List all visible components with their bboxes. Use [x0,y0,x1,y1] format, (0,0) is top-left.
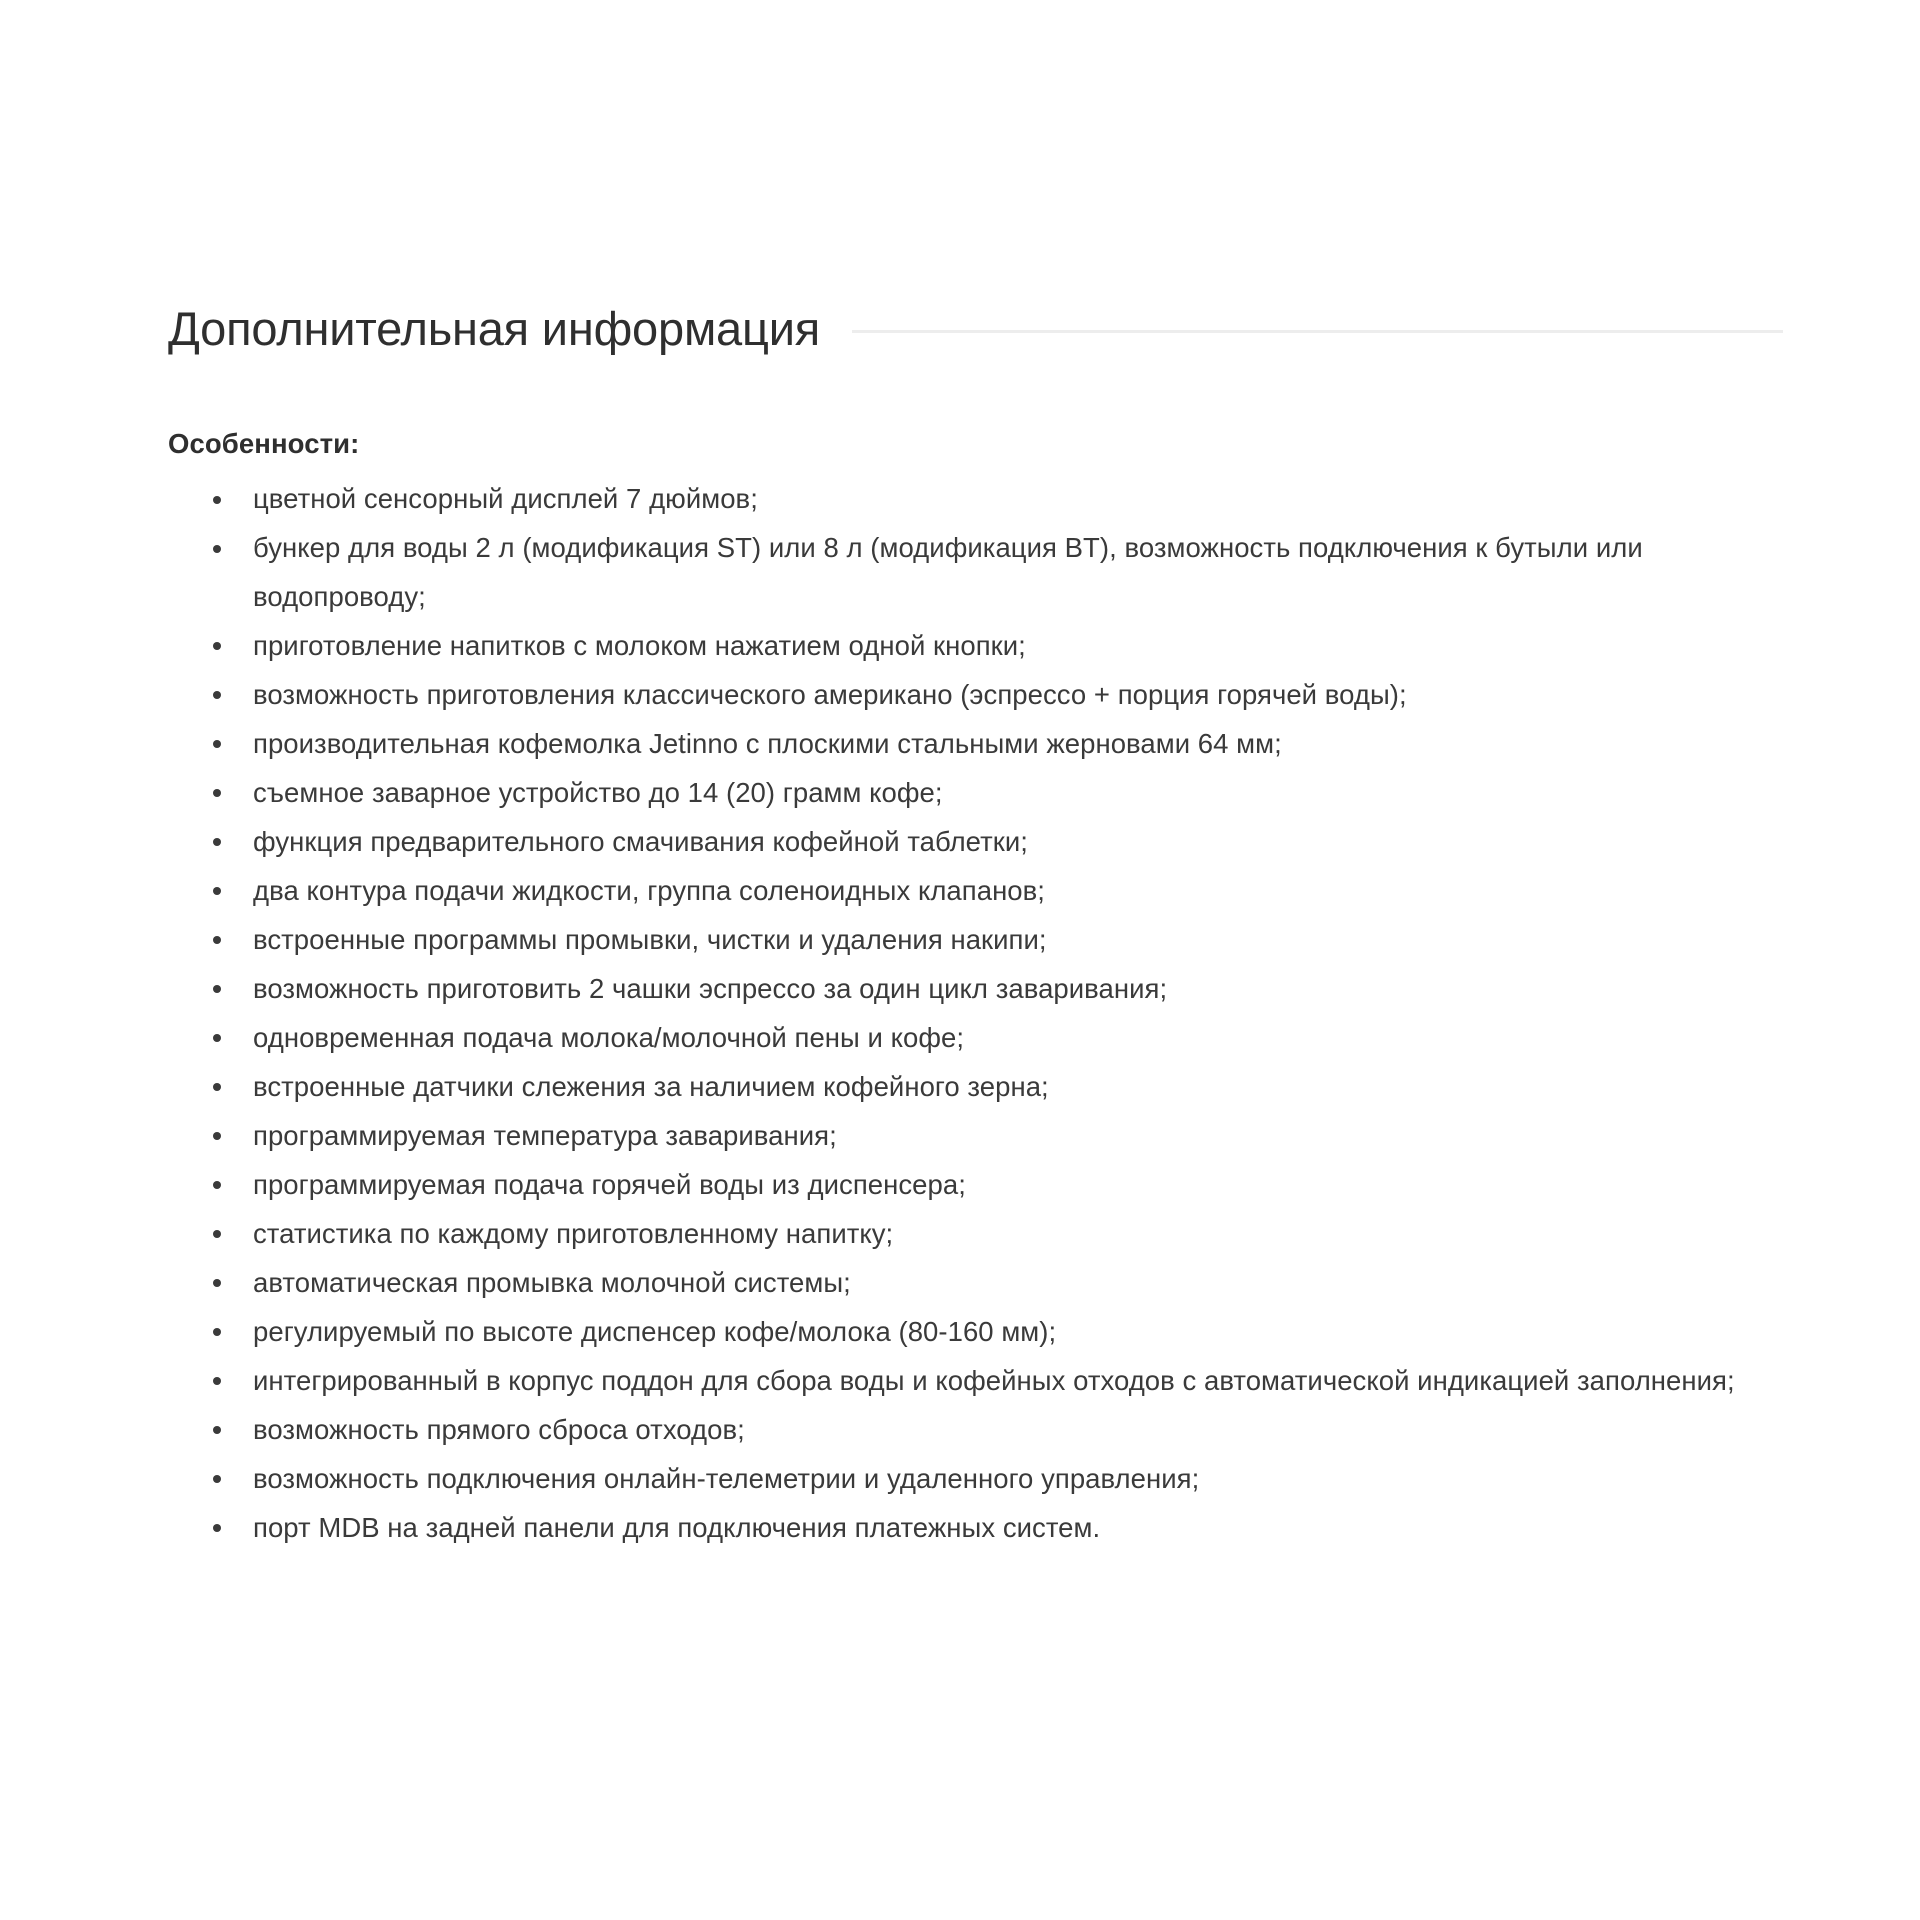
list-item-label: встроенные датчики слежения за наличием кофейного зерна; [253,1070,1049,1102]
bullet-icon [213,789,221,797]
list-item-label: интегрированный в корпус поддон для сбора воды и кофейных отходов с автоматической индикацией заполнения; [253,1364,1735,1396]
list-item [168,524,1788,621]
list-item-label: съемное заварное устройство до 14 (20) грамм кофе; [253,776,943,808]
additional-info-section [168,300,1788,1543]
list-item [168,1455,1788,1504]
list-item [168,965,1788,1014]
list-item-label: автоматическая промывка молочной системы; [253,1266,851,1298]
list-item-label: одновременная подача молока/молочной пены и кофе; [253,1021,965,1053]
features-list [168,475,1788,1553]
bullet-icon [213,1426,221,1434]
list-item-label: бункер для воды 2 л (модификация ST) или 8 л (модификация BT), возможность подключения к бутыли или водопроводу; [253,532,1643,612]
list-item-label: программируемая подача горячей воды из диспенсера; [253,1168,966,1200]
bullet-icon [213,1475,221,1483]
list-item-label: регулируемый по высоте диспенсер кофе/молока (80-160 мм); [253,1315,1057,1347]
list-item-label: возможность прямого сброса отходов; [253,1413,745,1445]
list-item-label: возможность подключения онлайн-телеметрии и удаленного управления; [253,1462,1200,1494]
bullet-icon [213,1328,221,1336]
list-item [168,1112,1788,1161]
list-item [168,1406,1788,1455]
bullet-icon [213,985,221,993]
bullet-icon [213,887,221,895]
bullet-icon [213,1132,221,1140]
list-item-label: приготовление напитков с молоком нажатием одной кнопки; [253,629,1026,661]
bullet-icon [213,1230,221,1238]
list-item [168,1210,1788,1259]
bullet-icon [213,1034,221,1042]
page-title: Дополнительная информация [168,302,821,355]
list-item-label: два контура подачи жидкости, группа соленоидных клапанов; [253,874,1045,906]
list-item-label: программируемая температура заваривания; [253,1119,837,1151]
section-heading [168,300,1783,357]
features-subheading: Особенности: [168,428,360,459]
bullet-icon [213,545,221,553]
bullet-icon [213,936,221,944]
list-item [168,1308,1788,1357]
bullet-icon [213,838,221,846]
bullet-icon [213,1279,221,1287]
list-item-label: порт MDB на задней панели для подключения платежных систем. [253,1511,1101,1543]
list-item [168,1063,1788,1112]
list-item-label: возможность приготовить 2 чашки эспрессо за один цикл заваривания; [253,972,1168,1004]
list-item-label: статистика по каждому приготовленному напитку; [253,1217,894,1249]
list-item [168,818,1788,867]
bullet-icon [213,740,221,748]
heading-divider [852,330,1783,333]
list-item-label: функция предварительного смачивания кофейной таблетки; [253,825,1028,857]
list-item [168,1014,1788,1063]
list-item-label: цветной сенсорный дисплей 7 дюймов; [253,483,758,514]
bullet-icon [213,691,221,699]
list-item-label: возможность приготовления классического американо (эспрессо + порция горячей воды); [253,678,1407,710]
list-item [168,1161,1788,1210]
bullet-icon [213,642,221,650]
list-item [168,671,1788,720]
list-item [168,1357,1788,1406]
bullet-icon [213,496,221,504]
list-item [168,1259,1788,1308]
bullet-icon [213,1083,221,1091]
bullet-icon [213,1524,221,1532]
list-item [168,622,1788,671]
bullet-icon [213,1181,221,1189]
list-item [168,769,1788,818]
list-item-label: встроенные программы промывки, чистки и удаления накипи; [253,923,1047,955]
list-item [168,1504,1788,1553]
list-item [168,475,1788,524]
list-item [168,720,1788,769]
list-item-label: производительная кофемолка Jetinno с плоскими стальными жерновами 64 мм; [253,727,1282,759]
list-item [168,867,1788,916]
bullet-icon [213,1377,221,1385]
list-item [168,916,1788,965]
